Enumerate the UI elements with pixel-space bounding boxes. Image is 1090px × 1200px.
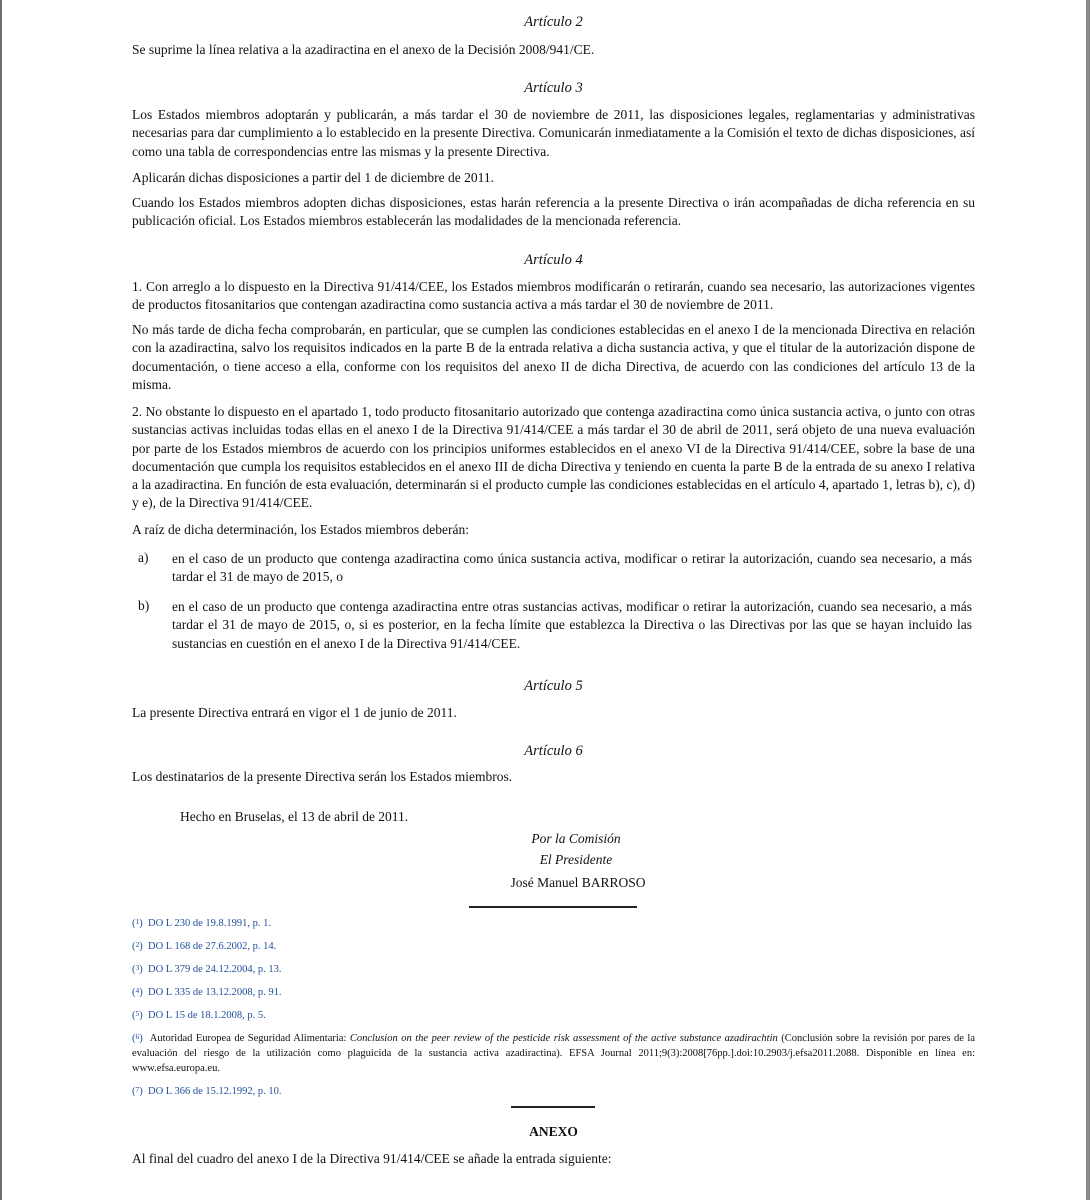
article-4-paragraph-1: 1. Con arreglo a lo dispuesto en la Directiva 91/414/CEE, los Estados miembros modificarán o retirarán, cuando sea necesario, las autorizaciones vigentes de productos fitosanitarios que contengan azadiractina como sustancia activa a más tardar el 30 de noviembre de 2011. (132, 279, 975, 313)
article-6-heading: Artículo 6 (524, 743, 583, 759)
page-right-border (1086, 0, 1090, 1200)
list-item-b-text: en el caso de un producto que contenga azadiractina entre otras sustancias activas, modificar o retirar la autorización, cuando sea necesario, a más tardar el 31 de mayo de 2015, o, si es posterior, en la fecha límite que establezca la Directiva o las Directivas por las que se hayan incluido las sustancias en cuestión en el anexo I de la Directiva 91/414/CEE. (172, 599, 972, 651)
article-4-heading: Artículo 4 (524, 252, 583, 268)
footnote-1[interactable]: ($^1$) DO L 230 de 19.8.1991, p. 1. (132, 917, 271, 929)
footnote-4[interactable]: ($^4$) DO L 335 de 13.12.2008, p. 91. (132, 986, 282, 998)
article-2-text: Se suprime la línea relativa a la azadiractina en el anexo de la Decisión 2008/941/CE. (132, 42, 595, 57)
footnote-5[interactable]: ($^5$) DO L 15 de 18.1.2008, p. 5. (132, 1009, 266, 1021)
place-and-date: Hecho en Bruselas, el 13 de abril de 2011. (180, 809, 409, 824)
list-item-b-label: b) (138, 598, 150, 613)
annex-title: ANEXO (529, 1124, 578, 1139)
article-4-paragraph-3: 2. No obstante lo dispuesto en el apartado 1, todo producto fitosanitario autorizado que contenga azadiractina como única sustancia activa, o junto con otras sustancias activas incluidas todas ellas en el anexo I de la Directiva 91/414/CEE a más tardar el 30 de abril de 2011, será objeto de una nueva evaluación por parte de los Estados miembros de acuerdo con los principios uniformes establecidos en el anexo VI de la Directiva 91/414/CEE, sobre la base de una documentación que cumpla los requisitos establecidos en el anexo III de dicha Directiva y teniendo en cuenta la parte B de la entrada de su anexo I relativa a la azadiractina. En función de esta evaluación, determinarán si el producto cumple las condiciones establecidas en el artículo 4, apartado 1, letras b), c), d) y e), de la Directiva 91/414/CEE. (132, 404, 975, 511)
article-4-paragraph-4: A raíz de dicha determinación, los Estados miembros deberán: (132, 522, 470, 537)
footnote-7[interactable]: ($^7$) DO L 366 de 15.12.1992, p. 10. (132, 1085, 282, 1097)
footnote-2[interactable]: ($^2$) DO L 168 de 27.6.2002, p. 14. (132, 940, 277, 952)
list-item-a-text: en el caso de un producto que contenga azadiractina como única sustancia activa, modificar o retirar la autorización, cuando sea necesario, a más tardar el 31 de mayo de 2015, o (172, 551, 972, 585)
signature-rule (469, 906, 637, 908)
signature-role: El Presidente (539, 852, 613, 867)
annex-intro: Al final del cuadro del anexo I de la Directiva 91/414/CEE se añade la entrada siguiente: (132, 1151, 612, 1166)
article-2-heading: Artículo 2 (524, 14, 583, 30)
signature-for: Por la Comisión (531, 831, 621, 846)
article-5-text: La presente Directiva entrará en vigor el 1 de junio de 2011. (132, 705, 457, 720)
article-3-paragraph-3: Cuando los Estados miembros adopten dichas disposiciones, estas harán referencia a la presente Directiva o irán acompañadas de dicha referencia en su publicación oficial. Los Estados miembros establecerán las modalidades de la mencionada referencia. (132, 195, 975, 229)
article-5-heading: Artículo 5 (524, 678, 583, 694)
page-left-border (0, 0, 2, 1200)
article-3-paragraph-2: Aplicarán dichas disposiciones a partir del 1 de diciembre de 2011. (132, 170, 495, 185)
list-item-a-label: a) (138, 550, 149, 565)
article-3-heading: Artículo 3 (524, 80, 583, 96)
footnote-6: ($^6$) Autoridad Europea de Seguridad Alimentaria: Conclusion on the peer review of the pesticide risk assessment of the active substance azadirachtin (Conclusión sobre la revisión por pares de la evaluación del riesgo de la utilización como plaguicida de la sustancia activa azadiractina). EFSA Journal 2011;9(3):2008[76pp.].doi:10.2903/j.efsa2011.2088. Disponible en línea en: www.efsa.europa.eu. (132, 1032, 976, 1074)
article-3-paragraph-1: Los Estados miembros adoptarán y publicarán, a más tardar el 30 de noviembre de 2011, las disposiciones legales, reglamentarias y administrativas necesarias para dar cumplimiento a lo establecido en la presente Directiva. Comunicarán inmediatamente a la Comisión el texto de dichas disposiciones, así como una tabla de correspondencias entre las mismas y la presente Directiva. (132, 107, 975, 159)
footnote-3[interactable]: ($^3$) DO L 379 de 24.12.2004, p. 13. (132, 963, 282, 975)
article-6-text: Los destinatarios de la presente Directiva serán los Estados miembros. (132, 769, 513, 784)
annex-rule (511, 1106, 595, 1108)
article-4-paragraph-2: No más tarde de dicha fecha comprobarán, en particular, que se cumplen las condiciones establecidas en el anexo I de la mencionada Directiva en relación con la azadiractina, salvo los requisitos indicados en la parte B de la entrada relativa a dicha sustancia activa, y que el titular de la autorización dispone de documentación, o tiene acceso a ella, conforme con los requisitos del anexo II de dicha Directiva, de acuerdo con las condiciones del artículo 13 de la misma. (132, 322, 975, 392)
signature-name: José Manuel BARROSO (510, 875, 646, 890)
